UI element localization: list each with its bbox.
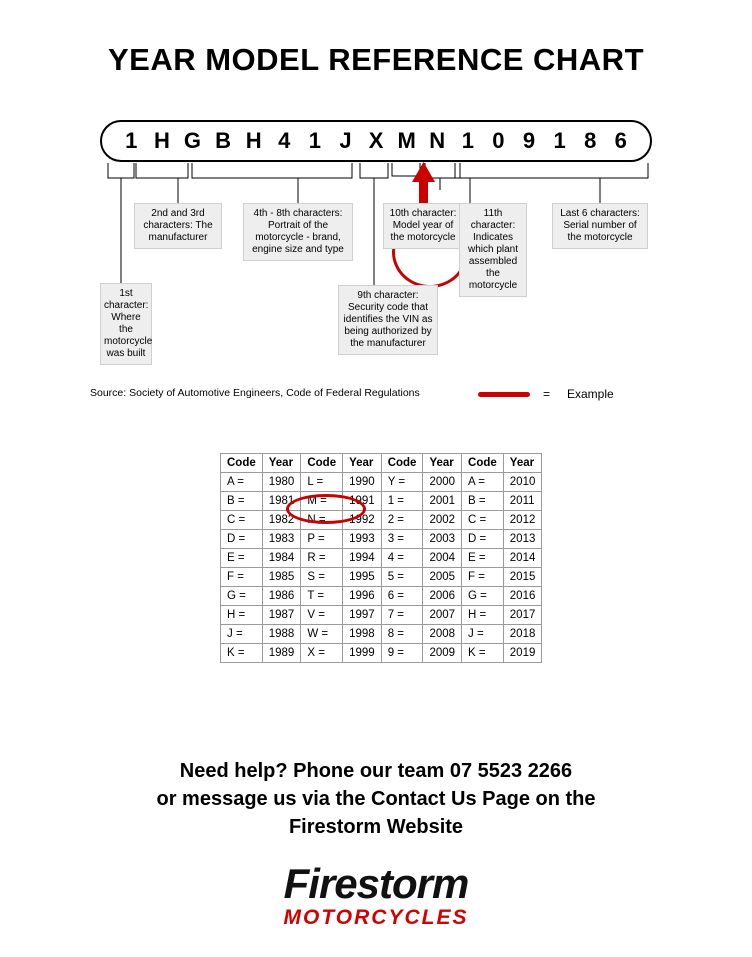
table-year-highlight-ellipse (286, 494, 366, 524)
year-code-cell: E = (462, 549, 504, 568)
year-value-cell: 2014 (503, 549, 542, 568)
year-code-cell: B = (462, 492, 504, 511)
vin-character: G (183, 128, 202, 153)
year-code-cell: D = (462, 530, 504, 549)
year-code-cell: H = (462, 606, 504, 625)
year-code-cell: G = (462, 587, 504, 606)
table-row (221, 606, 542, 625)
callout-2nd-3rd-characters: 2nd and 3rd characters: The manufacturer (134, 203, 222, 249)
year-code-cell: F = (221, 568, 263, 587)
year-value-cell: 1984 (262, 549, 301, 568)
column-header: Code (462, 454, 504, 473)
year-code-cell: R = (301, 549, 343, 568)
vin-character: 1 (125, 128, 138, 153)
year-value-cell: 2013 (503, 530, 542, 549)
vin-character: 6 (614, 128, 627, 153)
year-code-cell: K = (221, 644, 263, 663)
year-value-cell: 1996 (343, 587, 382, 606)
year-value-cell: 1998 (343, 625, 382, 644)
year-value-cell: 1993 (343, 530, 382, 549)
year-code-cell: C = (462, 511, 504, 530)
year-code-cell: P = (301, 530, 343, 549)
vin-capsule (100, 120, 652, 162)
logo-wordmark: Firestorm (283, 860, 469, 907)
callout-1st-character: 1st character: Where the motorcycle was built (100, 283, 152, 365)
table-row (221, 568, 542, 587)
year-code-cell: B = (221, 492, 263, 511)
red-arrow-icon (412, 162, 435, 208)
year-code-cell: T = (301, 587, 343, 606)
year-code-cell: 7 = (381, 606, 423, 625)
vin-character: B (215, 128, 232, 153)
year-code-cell: 8 = (381, 625, 423, 644)
year-value-cell: 2001 (423, 492, 462, 511)
column-header: Code (381, 454, 423, 473)
year-code-cell: J = (221, 625, 263, 644)
vin-character: 1 (553, 128, 566, 153)
year-value-cell: 1999 (343, 644, 382, 663)
year-value-cell: 1990 (343, 473, 382, 492)
year-value-cell: 1994 (343, 549, 382, 568)
column-header: Code (221, 454, 263, 473)
table-row (221, 644, 542, 663)
year-code-cell: L = (301, 473, 343, 492)
year-value-cell: 1985 (262, 568, 301, 587)
year-value-cell: 2006 (423, 587, 462, 606)
help-line-1: Need help? Phone our team 07 5523 2266 (179, 760, 573, 782)
year-value-cell: 2004 (423, 549, 462, 568)
year-code-cell: 4 = (381, 549, 423, 568)
year-value-cell: 2019 (503, 644, 542, 663)
callout-9th-character: 9th character: Security code that identifies the VIN as being authorized by the manufacturer (338, 285, 438, 355)
year-value-cell: 2017 (503, 606, 542, 625)
column-header: Code (301, 454, 343, 473)
table-row (221, 530, 542, 549)
year-code-cell: 5 = (381, 568, 423, 587)
year-value-cell: 2012 (503, 511, 542, 530)
year-code-cell: S = (301, 568, 343, 587)
source-text: Source: Society of Automotive Engineers, Code of Federal Regulations (90, 387, 420, 399)
year-value-cell: 2008 (423, 625, 462, 644)
year-value-cell: 1992 (343, 511, 382, 530)
year-value-cell: 2002 (423, 511, 462, 530)
year-code-cell: 9 = (381, 644, 423, 663)
column-header: Year (423, 454, 462, 473)
year-code-cell: D = (221, 530, 263, 549)
vin-character: 4 (278, 128, 291, 153)
year-code-cell: Y = (381, 473, 423, 492)
year-value-cell: 2016 (503, 587, 542, 606)
year-value-cell: 2010 (503, 473, 542, 492)
vin-character: 1 (461, 128, 474, 153)
firestorm-logo (196, 858, 556, 936)
table-row (221, 492, 542, 511)
year-value-cell: 1986 (262, 587, 301, 606)
year-code-cell: V = (301, 606, 343, 625)
callout-10th-character: 10th character: Model year of the motorcycle (383, 203, 463, 249)
year-value-cell: 2003 (423, 530, 462, 549)
year-value-cell: 2018 (503, 625, 542, 644)
table-row (221, 587, 542, 606)
year-value-cell: 1987 (262, 606, 301, 625)
year-code-cell: 2 = (381, 511, 423, 530)
help-text (0, 757, 752, 841)
year-code-cell: W = (301, 625, 343, 644)
logo-tagline: MOTORCYCLES (283, 906, 469, 929)
year-value-cell: 1983 (262, 530, 301, 549)
year-value-cell: 1988 (262, 625, 301, 644)
callout-last-6-characters: Last 6 characters: Serial number of the motorcycle (552, 203, 648, 249)
year-value-cell: 2007 (423, 606, 462, 625)
year-code-cell: 3 = (381, 530, 423, 549)
legend-example-swatch (478, 392, 530, 397)
year-code-cell: N = (301, 511, 343, 530)
year-value-cell: 2005 (423, 568, 462, 587)
year-value-cell: 1980 (262, 473, 301, 492)
vin-character: M (397, 128, 416, 153)
column-header: Year (503, 454, 542, 473)
year-value-cell: 2000 (423, 473, 462, 492)
vin-character: N (429, 128, 446, 153)
vin-character: 0 (492, 128, 505, 153)
year-value-cell: 2009 (423, 644, 462, 663)
year-code-cell: K = (462, 644, 504, 663)
year-code-cell: X = (301, 644, 343, 663)
help-line-3: Firestorm Website (288, 816, 464, 838)
year-value-cell: 2011 (503, 492, 542, 511)
callout-11th-character: 11th character: Indicates which plant assembled the motorcycle (459, 203, 527, 297)
year-code-cell: A = (221, 473, 263, 492)
page-title: YEAR MODEL REFERENCE CHART (107, 42, 645, 77)
table-row (221, 511, 542, 530)
vin-character: 1 (308, 128, 321, 153)
vin-character: 9 (522, 128, 536, 153)
table-row (221, 625, 542, 644)
table-row (221, 549, 542, 568)
vin-character: X (368, 128, 384, 153)
legend-example-label: Example (567, 387, 614, 401)
vin-character: H (245, 128, 262, 153)
callout-4th-8th-characters: 4th - 8th characters: Portrait of the motorcycle - brand, engine size and type (243, 203, 353, 261)
table-row (221, 473, 542, 492)
year-code-table (220, 453, 542, 663)
year-code-cell: E = (221, 549, 263, 568)
year-code-cell: F = (462, 568, 504, 587)
year-value-cell: 1982 (262, 511, 301, 530)
vin-character: H (153, 128, 170, 153)
vin-character: J (339, 128, 352, 153)
year-code-cell: M = (301, 492, 343, 511)
year-value-cell: 1995 (343, 568, 382, 587)
year-code-cell: J = (462, 625, 504, 644)
table-header-row (221, 454, 542, 473)
vin-character: 8 (584, 128, 597, 153)
year-value-cell: 1997 (343, 606, 382, 625)
legend-equals-sign: = (543, 387, 551, 401)
year-value-cell: 2015 (503, 568, 542, 587)
year-code-cell: G = (221, 587, 263, 606)
year-code-cell: C = (221, 511, 263, 530)
column-header: Year (343, 454, 382, 473)
help-line-2: or message us via the Contact Us Page on the (156, 788, 596, 810)
year-code-cell: 6 = (381, 587, 423, 606)
year-value-cell: 1991 (343, 492, 382, 511)
year-code-cell: H = (221, 606, 263, 625)
column-header: Year (262, 454, 301, 473)
year-code-cell: 1 = (381, 492, 423, 511)
year-value-cell: 1989 (262, 644, 301, 663)
year-code-cell: A = (462, 473, 504, 492)
year-value-cell: 1981 (262, 492, 301, 511)
